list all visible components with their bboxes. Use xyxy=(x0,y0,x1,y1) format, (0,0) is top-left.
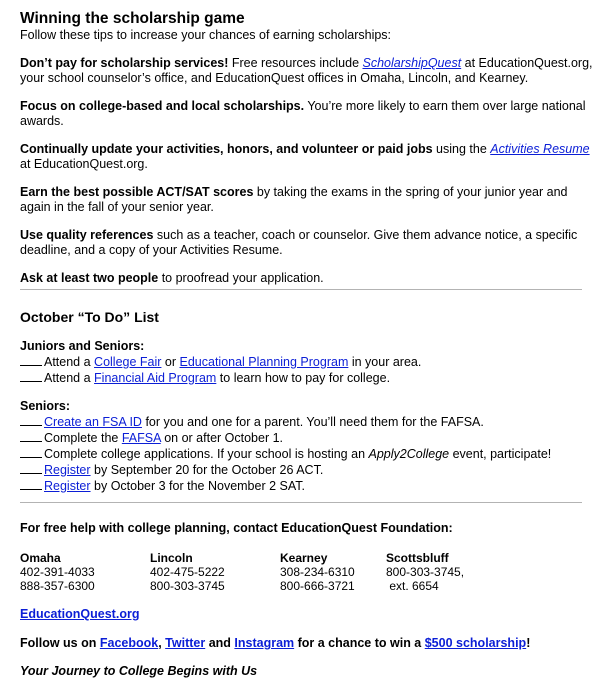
seniors-heading: Seniors: xyxy=(20,399,71,413)
juniors-seniors-group xyxy=(20,339,590,386)
tip-lead: Focus on college-based and local scholarships. xyxy=(20,99,305,113)
office-omaha: Omaha 402-391-4033 888-357-6300 xyxy=(20,551,95,593)
office-scottsbluff: Scottsbluff 800-303-3745, ext. 6654 xyxy=(386,551,465,593)
todo-item: Create an FSA ID for you and one for a parent. You’ll need them for the FAFSA. xyxy=(20,414,590,430)
tip-3: Continually update your activities, honors, and volunteer or paid jobs using the Activities Resume at EducationQuest.org. xyxy=(20,142,590,171)
tip-5: Use quality references such as a teacher, coach or counselor. Give them advance notice, a specific deadline, and a copy of your Activities Resume. xyxy=(20,228,578,257)
tip-1: Don’t pay for scholarship services! Free resources include ScholarshipQuest at EducationQuest.org, your school counselor’s office, and EducationQuest offices in Omaha, Lincoln, and Kearney. xyxy=(20,56,593,85)
office-lincoln: Lincoln 402-475-5222 800-303-3745 xyxy=(150,551,225,593)
tip-6: Ask at least two people to proofread your application. xyxy=(20,271,324,285)
todo-section xyxy=(20,309,590,494)
checkbox-blank[interactable] xyxy=(20,478,42,490)
checkbox-blank[interactable] xyxy=(20,446,42,458)
todo-item: Complete college applications. If your school is hosting an Apply2College event, participate! xyxy=(20,446,590,462)
register-act-link[interactable]: Register xyxy=(44,463,91,477)
todo-item: Complete the FAFSA on or after October 1. xyxy=(20,430,590,446)
tip-lead: Ask at least two people xyxy=(20,271,159,285)
seniors-group xyxy=(20,399,590,494)
checkbox-blank[interactable] xyxy=(20,354,42,366)
checkbox-blank[interactable] xyxy=(20,462,42,474)
todo-item: Register by September 20 for the October 26 ACT. xyxy=(20,462,590,478)
financial-aid-program-link[interactable]: Financial Aid Program xyxy=(94,371,217,385)
website-link[interactable]: EducationQuest.org xyxy=(20,607,140,621)
tip-2: Focus on college-based and local scholarships. You’re more likely to earn them over large national awards. xyxy=(20,99,586,128)
scholarship-prize-link[interactable]: $500 scholarship xyxy=(424,636,527,650)
follow-us-line: Follow us on Facebook, Twitter and Instagram for a chance to win a $500 scholarship! xyxy=(20,636,531,650)
tip-lead: Use quality references xyxy=(20,228,154,242)
contact-heading: For free help with college planning, contact EducationQuest Foundation: xyxy=(20,521,453,535)
checkbox-blank[interactable] xyxy=(20,414,42,426)
todo-title: October “To Do” List xyxy=(20,309,159,325)
tip-lead: Don’t pay for scholarship services! xyxy=(20,56,229,70)
checkbox-blank[interactable] xyxy=(20,430,42,442)
register-sat-link[interactable]: Register xyxy=(44,479,91,493)
todo-item: Register by October 3 for the November 2 SAT. xyxy=(20,478,590,494)
todo-item: Attend a Financial Aid Program to learn how to pay for college. xyxy=(20,370,590,386)
todo-item: Attend a College Fair or Educational Planning Program in your area. xyxy=(20,354,590,370)
contact-section xyxy=(20,521,590,679)
fafsa-link[interactable]: FAFSA xyxy=(121,431,161,445)
facebook-link[interactable]: Facebook xyxy=(99,636,159,650)
scholarshipquest-link[interactable]: ScholarshipQuest xyxy=(362,56,462,70)
activities-resume-link[interactable]: Activities Resume xyxy=(490,142,590,156)
tip-lead: Earn the best possible ACT/SAT scores xyxy=(20,185,254,199)
scholarship-section xyxy=(20,10,596,286)
tagline: Your Journey to College Begins with Us xyxy=(20,664,258,678)
scholarship-intro: Follow these tips to increase your chances of earning scholarships: xyxy=(20,28,392,42)
scholarship-title: Winning the scholarship game xyxy=(20,10,245,27)
tip-lead: Continually update your activities, honors, and volunteer or paid jobs xyxy=(20,142,433,156)
college-fair-link[interactable]: College Fair xyxy=(94,355,162,369)
offices-row xyxy=(20,551,590,593)
website-row xyxy=(20,607,590,622)
twitter-link[interactable]: Twitter xyxy=(165,636,206,650)
juniors-seniors-heading: Juniors and Seniors: xyxy=(20,339,145,353)
section-divider xyxy=(20,289,582,290)
office-kearney: Kearney 308-234-6310 800-666-3721 xyxy=(280,551,355,593)
create-fsa-id-link[interactable]: Create an FSA ID xyxy=(44,415,142,429)
section-divider xyxy=(20,502,582,503)
instagram-link[interactable]: Instagram xyxy=(234,636,295,650)
checkbox-blank[interactable] xyxy=(20,370,42,382)
tip-4: Earn the best possible ACT/SAT scores by taking the exams in the spring of your junior year and again in the fall of your senior year. xyxy=(20,185,568,214)
educational-planning-program-link[interactable]: Educational Planning Program xyxy=(179,355,349,369)
